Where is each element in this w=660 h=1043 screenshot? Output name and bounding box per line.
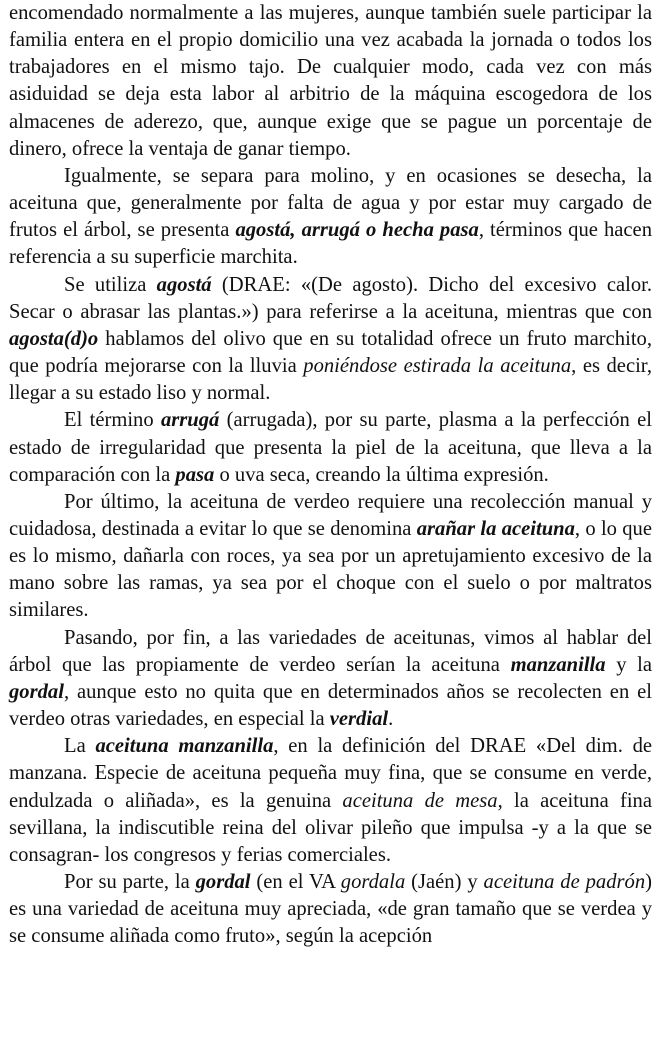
text-run: Pasando, por fin, a las variedades de aceitunas, vimos al hablar del árbol que las propiamente de verdeo serían la aceituna [9,626,652,676]
text-run: , es decir, llegar a su estado liso y normal. [9,355,652,405]
text-run: , en la definición del DRAE «Del dim. de manzana. Especie de aceituna pequeña muy fina, que se consume en verde, endulzada o aliñada», es la genuina [9,735,653,812]
paragraph [9,163,652,272]
text-run: o uva seca, creando la última expresión. [214,463,549,486]
bold-italic-term: manzanilla [510,653,606,676]
paragraph [9,489,652,625]
text-run: (Jaén) y [405,871,484,893]
paragraph [9,407,652,488]
bold-italic-term: aceituna manzanilla [95,735,274,758]
paragraph [9,0,652,163]
bold-italic-term: gordal [195,871,251,893]
text-run: Por último, la aceituna de verdeo requiere una recolección manual y cuidadosa, destinada a evitar lo que se denomina [9,490,652,540]
paragraph [9,733,652,869]
text-run: Igualmente, se separa para molino, y en ocasiones se desecha, la aceituna que, generalmente por falta de agua y por estar muy cargado de frutos el árbol, se presenta [9,164,652,242]
text-run: . [388,708,394,731]
bold-italic-term: arrugá [160,409,220,432]
bold-italic-term: verdial [329,708,389,731]
bold-italic-term: pasa [175,463,215,486]
italic-phrase: poniéndose estirada la aceituna [303,355,572,378]
text-run: ) es una variedad de aceituna muy apreciada, «de gran tamaño que se verdea y se consume aliñada como fruto», según la acepción [9,871,652,948]
bold-italic-term: agostá, arrugá o hecha pasa [235,219,479,242]
italic-phrase: gordala [340,871,406,893]
text-run: Se utiliza [64,273,157,296]
text-run: (arrugada), por su parte, plasma a la perfección el estado de irregularidad que presenta la piel de la aceituna, que lleva a la comparación con la [9,409,653,486]
text-run: , aunque esto no quita que en determinados años se recolecten en el verdeo otras variedades, en especial la [9,680,652,731]
paragraph [9,869,652,950]
text-run: hablamos del olivo que en su totalidad ofrece un fruto marchito, que podría mejorarse con la lluvia [9,327,652,378]
text-run: encomendado normalmente a las mujeres, aunque también suele participar la familia entera en el propio domicilio una vez acabada la jornada o todos los trabajadores en el mismo tajo. De cualquier modo, cada vez con más asiduidad se deja esta labor al arbitrio de la máquina escogedora de los almacenes de aderezo, que, aunque exige que se pague un porcentaje de dinero, ofrece la ventaja de ganar tiempo. [9,2,652,160]
italic-phrase: aceituna de padrón [483,871,646,893]
text-run: La [64,735,96,758]
text-run: Por su parte, la [64,871,196,893]
bold-italic-term: gordal [9,680,64,703]
text-run: , términos que hacen referencia a su superficie marchita. [9,219,652,269]
text-run: (en el VA [250,871,341,893]
text-run: y la [605,653,652,676]
paragraph [9,272,652,408]
text-run: (DRAE: «(De agosto). Dicho del excesivo calor. Secar o abrasar las plantas.») para referirse a la aceituna, mientras que con [9,273,653,323]
italic-phrase: aceituna de mesa [342,789,498,812]
text-run: , la aceituna fina sevillana, la indiscutible reina del olivar pileño que impulsa -y a la que se consagran- los congresos y ferias comerciales. [9,789,652,866]
text-run: El término [64,409,161,432]
bold-italic-term: arañar la aceituna [416,517,575,540]
bold-italic-term: agosta(d)o [9,327,99,350]
bold-italic-term: agostá [156,273,212,296]
paragraph [9,625,652,734]
text-run: , o lo que es lo mismo, dañarla con roces, ya sea por un apretujamiento excesivo de la mano sobre las ramas, ya sea por el choque con el suelo o por maltratos similares. [9,517,652,622]
